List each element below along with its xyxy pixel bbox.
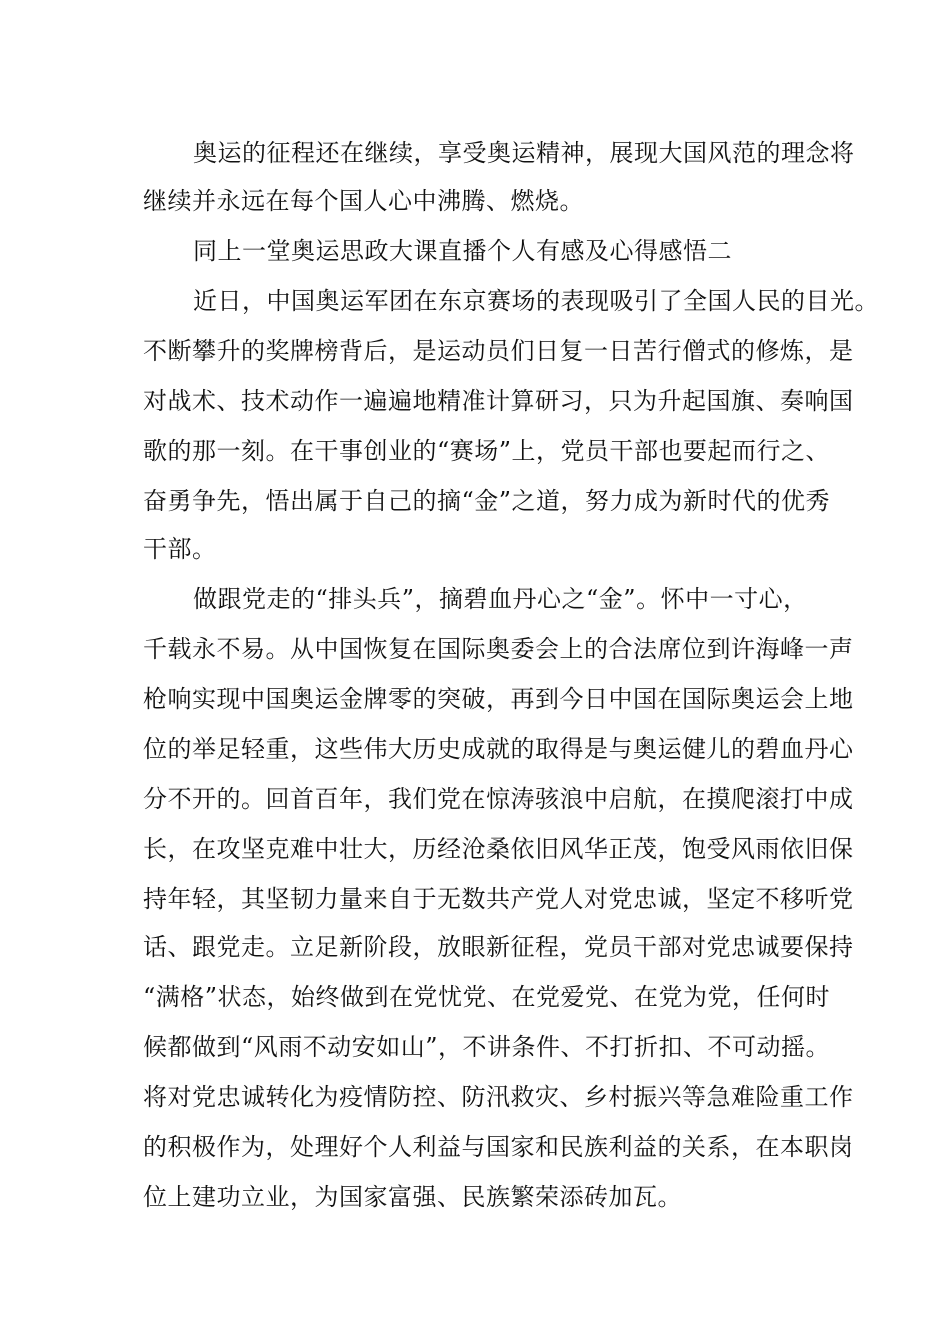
- paragraph-line: 奋勇争先，悟出属于自己的摘“金”之道，努力成为新时代的优秀: [143, 487, 831, 515]
- paragraph-line: 不断攀升的奖牌榜背后，是运动员们日复一日苦行僧式的修炼，是: [143, 337, 854, 365]
- paragraph-line: 位上建功立业，为国家富强、民族繁荣添砖加瓦。: [143, 1183, 682, 1211]
- paragraph-line: 将对党忠诚转化为疫情防控、防汛救灾、乡村振兴等急难险重工作: [143, 1083, 854, 1111]
- paragraph-line: 位的举足轻重，这些伟大历史成就的取得是与奥运健儿的碧血丹心: [143, 735, 854, 763]
- paragraph-line: 奥运的征程还在继续，享受奥运精神，展现大国风范的理念将: [193, 139, 855, 167]
- paragraph-line: 分不开的。回首百年，我们党在惊涛骇浪中启航，在摸爬滚打中成: [143, 785, 854, 813]
- paragraph-line: 千载永不易。从中国恢复在国际奥委会上的合法席位到许海峰一声: [143, 635, 854, 663]
- paragraph-line: 继续并永远在每个国人心中沸腾、燃烧。: [143, 187, 584, 215]
- paragraph-line: 做跟党走的“排头兵”，摘碧血丹心之“金”。怀中一寸心，: [193, 585, 808, 613]
- paragraph-line: 候都做到“风雨不动安如山”，不讲条件、不打折扣、不可动摇。: [143, 1033, 831, 1061]
- paragraph-line: 对战术、技术动作一遍遍地精准计算研习，只为升起国旗、奏响国: [143, 387, 854, 415]
- paragraph-line: 长，在攻坚克难中壮大，历经沧桑依旧风华正茂，饱受风雨依旧保: [143, 835, 854, 863]
- paragraph-line: 近日，中国奥运军团在东京赛场的表现吸引了全国人民的目光。: [193, 287, 879, 315]
- paragraph-line: 话、跟党走。立足新阶段，放眼新征程，党员干部对党忠诚要保持: [143, 933, 854, 961]
- paragraph-line: “满格”状态，始终做到在党忧党、在党爱党、在党为党，任何时: [143, 983, 831, 1011]
- paragraph-line: 持年轻，其坚韧力量来自于无数共产党人对党忠诚，坚定不移听党: [143, 885, 854, 913]
- section-heading: 同上一堂奥运思政大课直播个人有感及心得感悟二: [193, 237, 732, 265]
- paragraph-line: 的积极作为，处理好个人利益与国家和民族利益的关系，在本职岗: [143, 1133, 854, 1161]
- paragraph-line: 歌的那一刻。在干事创业的“赛场”上，党员干部也要起而行之、: [143, 437, 831, 465]
- paragraph-line: 枪响实现中国奥运金牌零的突破，再到今日中国在国际奥运会上地: [143, 685, 854, 713]
- paragraph-line: 干部。: [143, 535, 217, 563]
